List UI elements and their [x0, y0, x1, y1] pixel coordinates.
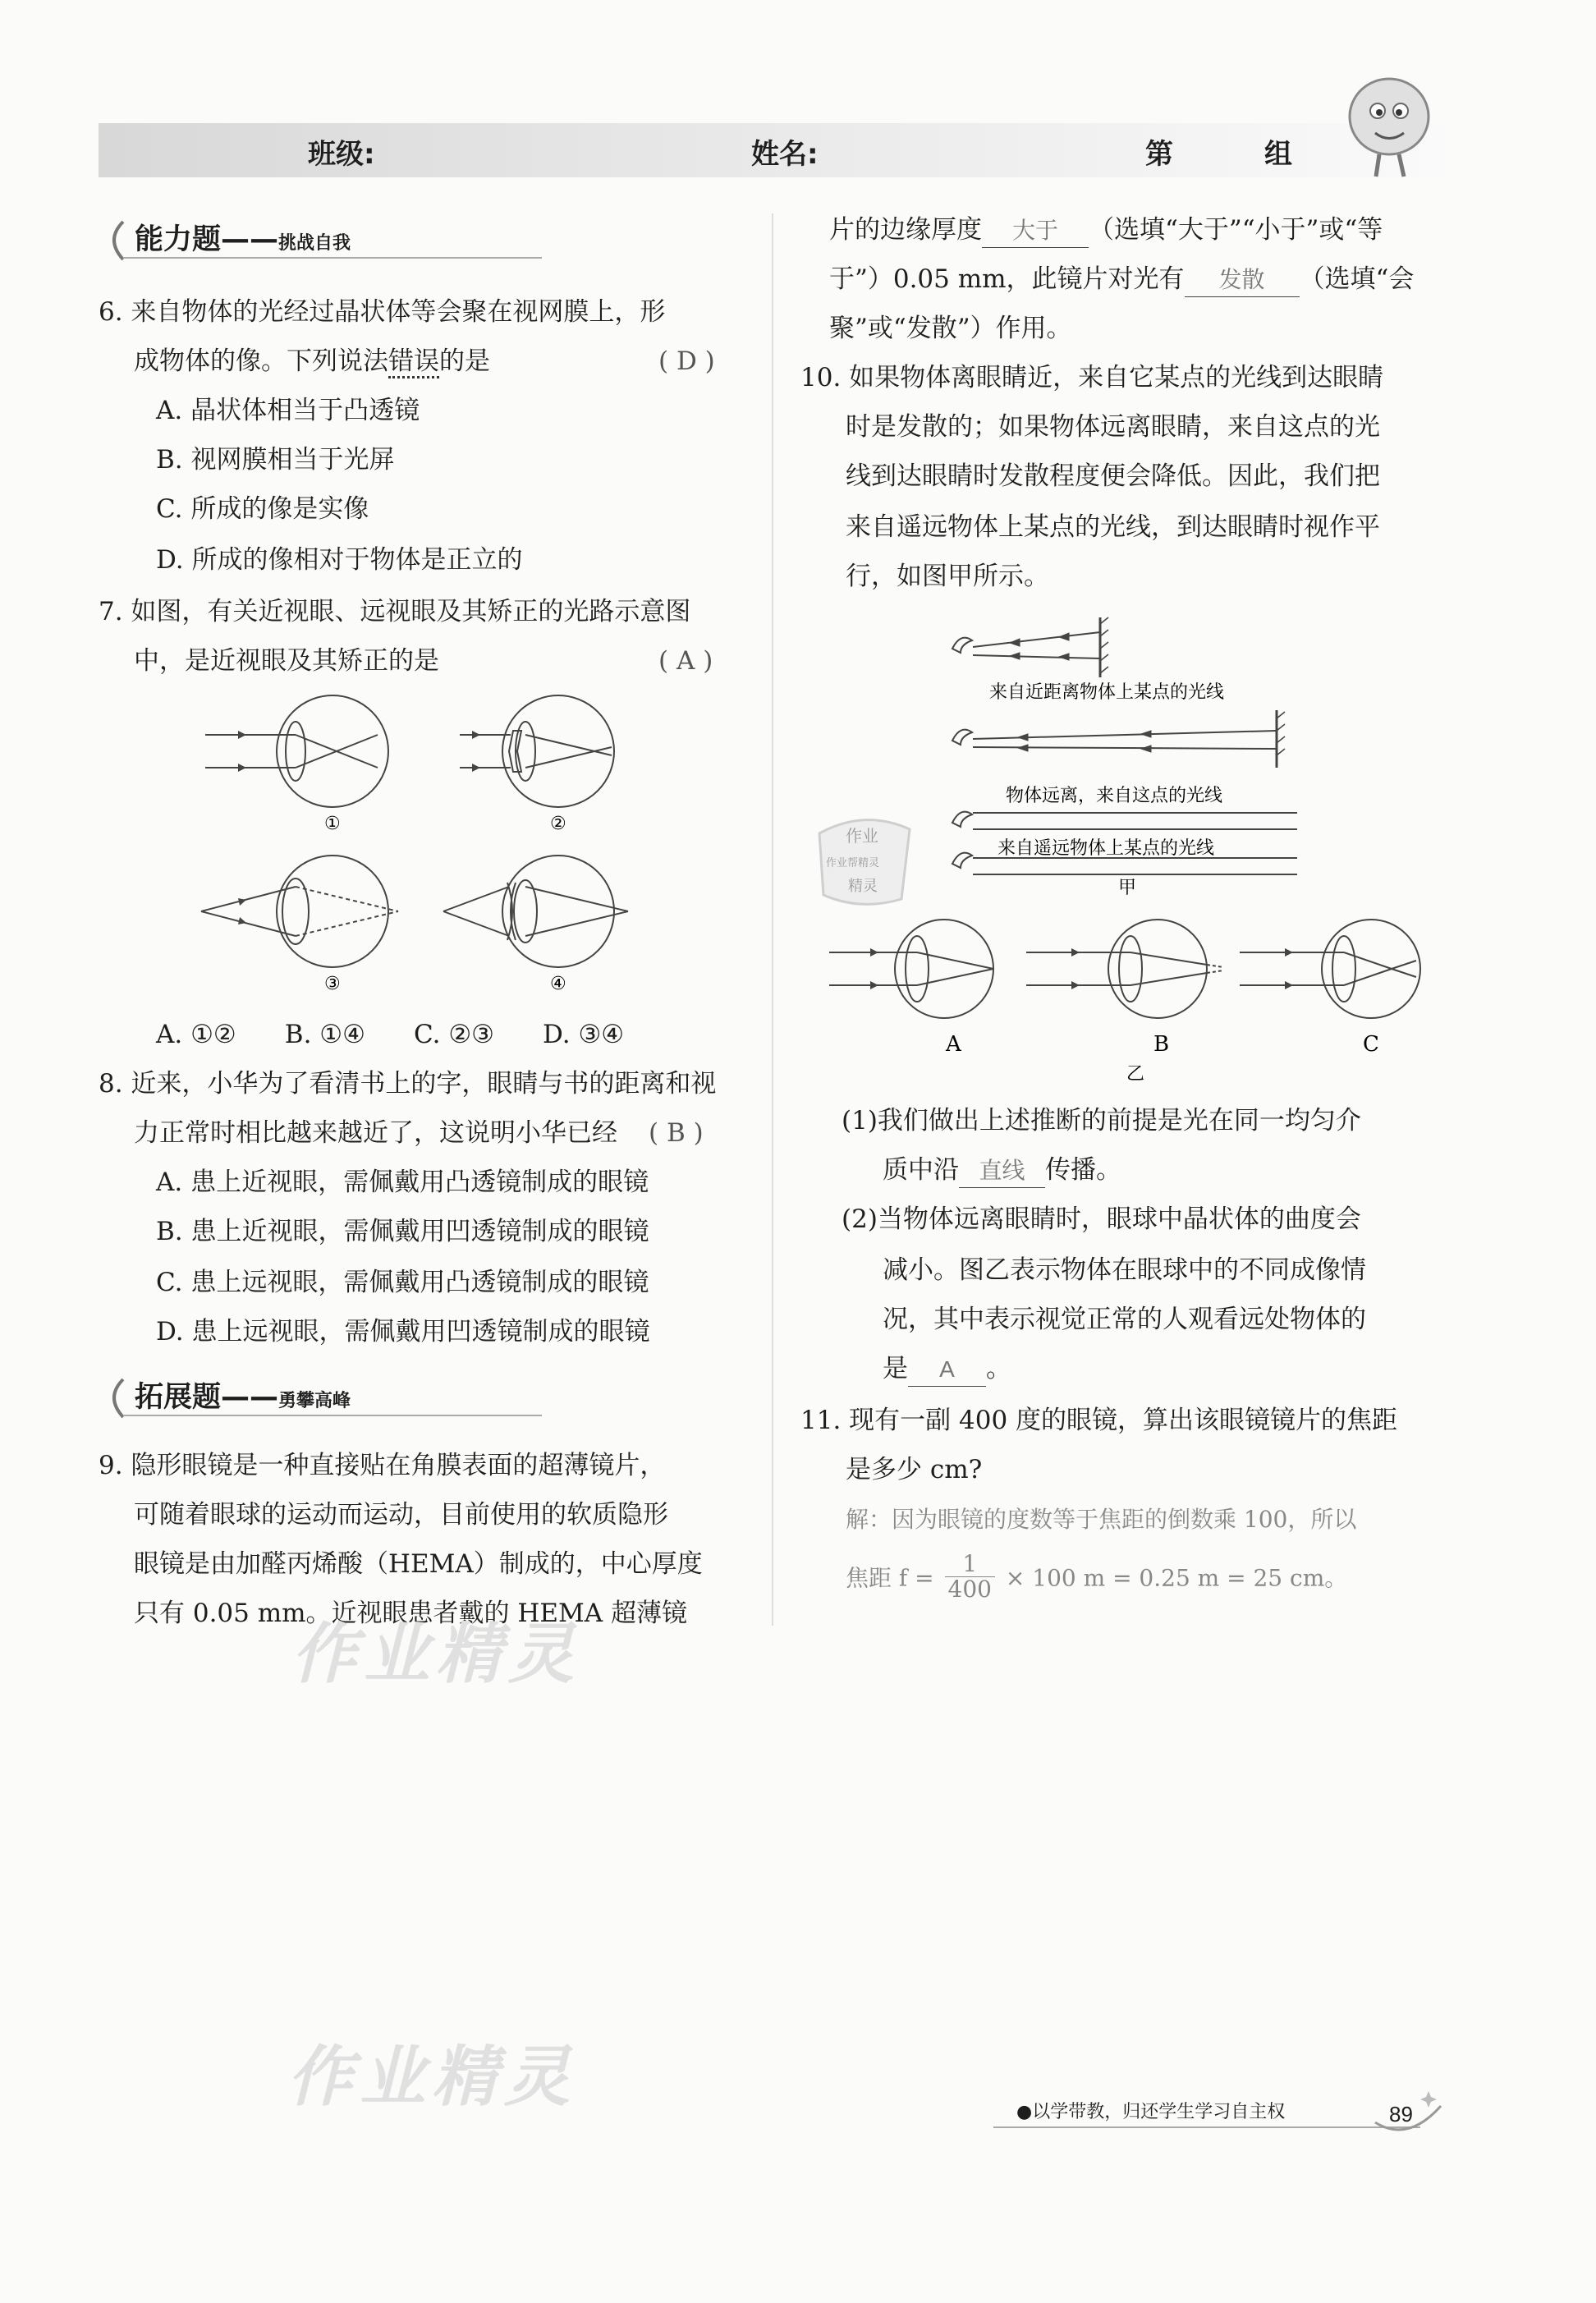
q7-options: A. ①② B. ①④ C. ②③ D. ③④	[156, 1020, 625, 1049]
q10-part2-line3: 况，其中表示视觉正常的人观看远处物体的	[883, 1305, 1366, 1334]
q9-cont1	[829, 205, 1383, 255]
q8-answer: ( B )	[649, 1118, 704, 1148]
q9-line4: 只有 0.05 mm。近视眼患者戴的 HEMA 超薄镜	[134, 1599, 688, 1628]
q10-fig-caption-3: 来自遥远物体上某点的光线	[998, 838, 1215, 859]
footer-slogan: ●以学带教，归还学生学习自主权	[1016, 2102, 1286, 2122]
q10-part2-line4	[883, 1344, 1011, 1394]
q10-line3: 线到达眼睛时发散程度便会降低。因此，我们把	[846, 461, 1380, 491]
q10-figure-yi	[825, 915, 1433, 1088]
q6-text-end: 的是	[439, 346, 490, 376]
q10-part1-text: 质中沿	[883, 1155, 959, 1185]
q9-cont3: 聚”或“发散”）作用。	[829, 314, 1072, 343]
mascot-icon	[1338, 66, 1445, 189]
q10-part2-line1: (2)当物体远离眼睛时，眼球中晶状体的曲度会	[842, 1204, 1361, 1234]
section-dash: ——	[221, 1381, 279, 1414]
q6-text: 成物体的像。下列说法	[134, 346, 388, 376]
q10-fig-caption-1: 来自近距离物体上某点的光线	[989, 682, 1225, 703]
group-di: 第	[1145, 138, 1173, 171]
q10-line1: 10. 如果物体离眼睛近，来自它某点的光线到达眼睛	[800, 363, 1384, 392]
q9-cont1-text: 片的边缘厚度	[829, 215, 982, 245]
watermark-2: 作业精灵	[287, 2039, 576, 2115]
q11-solution-2	[846, 1552, 1347, 1602]
section-title: 拓展题	[135, 1381, 222, 1414]
name-label: 姓名:	[751, 138, 819, 171]
q11-solution-tail: × 100 m = 0.25 m = 25 cm。	[1005, 1564, 1348, 1592]
q9-answer-2: 发散	[1185, 264, 1300, 297]
page-number: 89	[1389, 2102, 1413, 2126]
q8-option-b: B. 患上近视眼，需佩戴用凹透镜制成的眼镜	[156, 1217, 649, 1246]
q10-part2-tail: 。	[986, 1354, 1011, 1383]
q10-fig-caption-2: 物体远离，来自这点的光线	[1006, 786, 1223, 806]
q7-line1: 7. 如图，有关近视眼、远视眼及其矫正的光路示意图	[99, 597, 691, 626]
q7-answer: ( A )	[658, 646, 713, 676]
q10-part1-tail: 传播。	[1045, 1155, 1121, 1185]
q9-line3: 眼镜是由加醛丙烯酸（HEMA）制成的，中心厚度	[134, 1549, 703, 1579]
q9-line2: 可随着眼球的运动而运动，目前使用的软质隐形	[134, 1500, 668, 1530]
q9-answer-1: 大于	[982, 214, 1089, 248]
section-title: 能力题	[135, 223, 222, 256]
q8-option-a: A. 患上近视眼，需佩戴用凸透镜制成的眼镜	[156, 1168, 649, 1197]
footer-rule	[993, 2126, 1420, 2128]
stamp-text-2: 作业帮精灵	[826, 857, 880, 869]
q11-line2: 是多少 cm?	[846, 1455, 983, 1484]
q6-emphasis: 错误	[388, 346, 439, 378]
q10-figure-jia	[936, 608, 1314, 911]
q11-solution-text: 焦距 f =	[846, 1564, 934, 1592]
q7-label-1: ①	[324, 814, 341, 834]
q8-line1: 8. 近来，小华为了看清书上的字，眼睛与书的距离和视	[99, 1069, 717, 1099]
q9-cont1-tail: （选填“大于”“小于”或“等	[1089, 215, 1383, 245]
q6-option-d: D. 所成的像相对于物体是正立的	[156, 545, 523, 575]
q9-line1: 9. 隐形眼镜是一种直接贴在角膜表面的超薄镜片，	[99, 1451, 666, 1480]
q10-eye-label-c: C	[1363, 1032, 1379, 1057]
q10-fig-yi-label: 乙	[1126, 1064, 1145, 1085]
stamp-text-1: 作业	[846, 826, 878, 846]
q10-fig-jia-label: 甲	[1118, 878, 1137, 898]
q8-line2: 力正常时相比越来越近了，这说明小华已经	[134, 1118, 617, 1148]
watermark-1: 作业精灵	[291, 1616, 580, 1692]
section-subtitle: 挑战自我	[278, 233, 351, 254]
stamp-icon	[803, 809, 926, 915]
column-divider	[772, 213, 773, 1626]
q10-eye-label-a: A	[946, 1032, 961, 1057]
q7-eye-diagrams	[197, 690, 657, 1002]
q9-cont2-text: 于”）0.05 mm，此镜片对光有	[829, 264, 1185, 294]
q6-answer: ( D )	[658, 346, 715, 376]
q7-label-2: ②	[550, 814, 566, 834]
header-band	[99, 123, 1445, 177]
q10-part2-text: 是	[883, 1354, 908, 1383]
q7-line2: 中，是近视眼及其矫正的是	[134, 646, 439, 676]
q10-part2-line2: 减小。图乙表示物体在眼球中的不同成像情	[883, 1255, 1366, 1285]
q11-frac-den: 400	[947, 1576, 992, 1603]
q6-line2	[134, 337, 490, 387]
q10-line2: 时是发散的；如果物体远离眼睛，来自这点的光	[846, 412, 1380, 442]
q11-line1: 11. 现有一副 400 度的眼镜，算出该眼镜镜片的焦距	[800, 1406, 1398, 1435]
q10-part2-answer: A	[908, 1353, 986, 1387]
q11-frac-num: 1	[945, 1552, 995, 1577]
q9-cont2-tail: （选填“会	[1299, 264, 1415, 294]
q10-part1-answer: 直线	[959, 1154, 1045, 1188]
q10-eye-label-b: B	[1153, 1032, 1170, 1057]
stamp-text-3: 精灵	[848, 878, 878, 895]
q6-option-c: C. 所成的像是实像	[156, 494, 369, 524]
q9-cont2	[829, 255, 1414, 305]
q7-label-4: ④	[550, 974, 566, 994]
section-subtitle: 勇攀高峰	[278, 1391, 351, 1411]
q8-option-c: C. 患上远视眼，需佩戴用凸透镜制成的眼镜	[156, 1268, 649, 1297]
q7-label-3: ③	[324, 974, 341, 994]
q6-line1: 6. 来自物体的光经过晶状体等会聚在视网膜上，形	[99, 297, 666, 327]
q10-part1-line1: (1)我们做出上述推断的前提是光在同一均匀介	[842, 1106, 1361, 1135]
q6-option-b: B. 视网膜相当于光屏	[156, 445, 395, 475]
class-label: 班级:	[308, 138, 375, 171]
q6-option-a: A. 晶状体相当于凸透镜	[156, 396, 420, 425]
section-dash: ——	[221, 223, 279, 256]
group-zu: 组	[1264, 138, 1292, 171]
q11-solution-1: 解：因为眼镜的度数等于焦距的倒数乘 100，所以	[846, 1506, 1357, 1533]
q10-line4: 来自遥远物体上某点的光线，到达眼睛时视作平	[846, 512, 1380, 542]
q10-part1-line2	[883, 1145, 1121, 1195]
q11-fraction	[945, 1552, 995, 1602]
q10-line5: 行，如图甲所示。	[846, 562, 1049, 591]
q8-option-d: D. 患上远视眼，需佩戴用凹透镜制成的眼镜	[156, 1317, 650, 1346]
